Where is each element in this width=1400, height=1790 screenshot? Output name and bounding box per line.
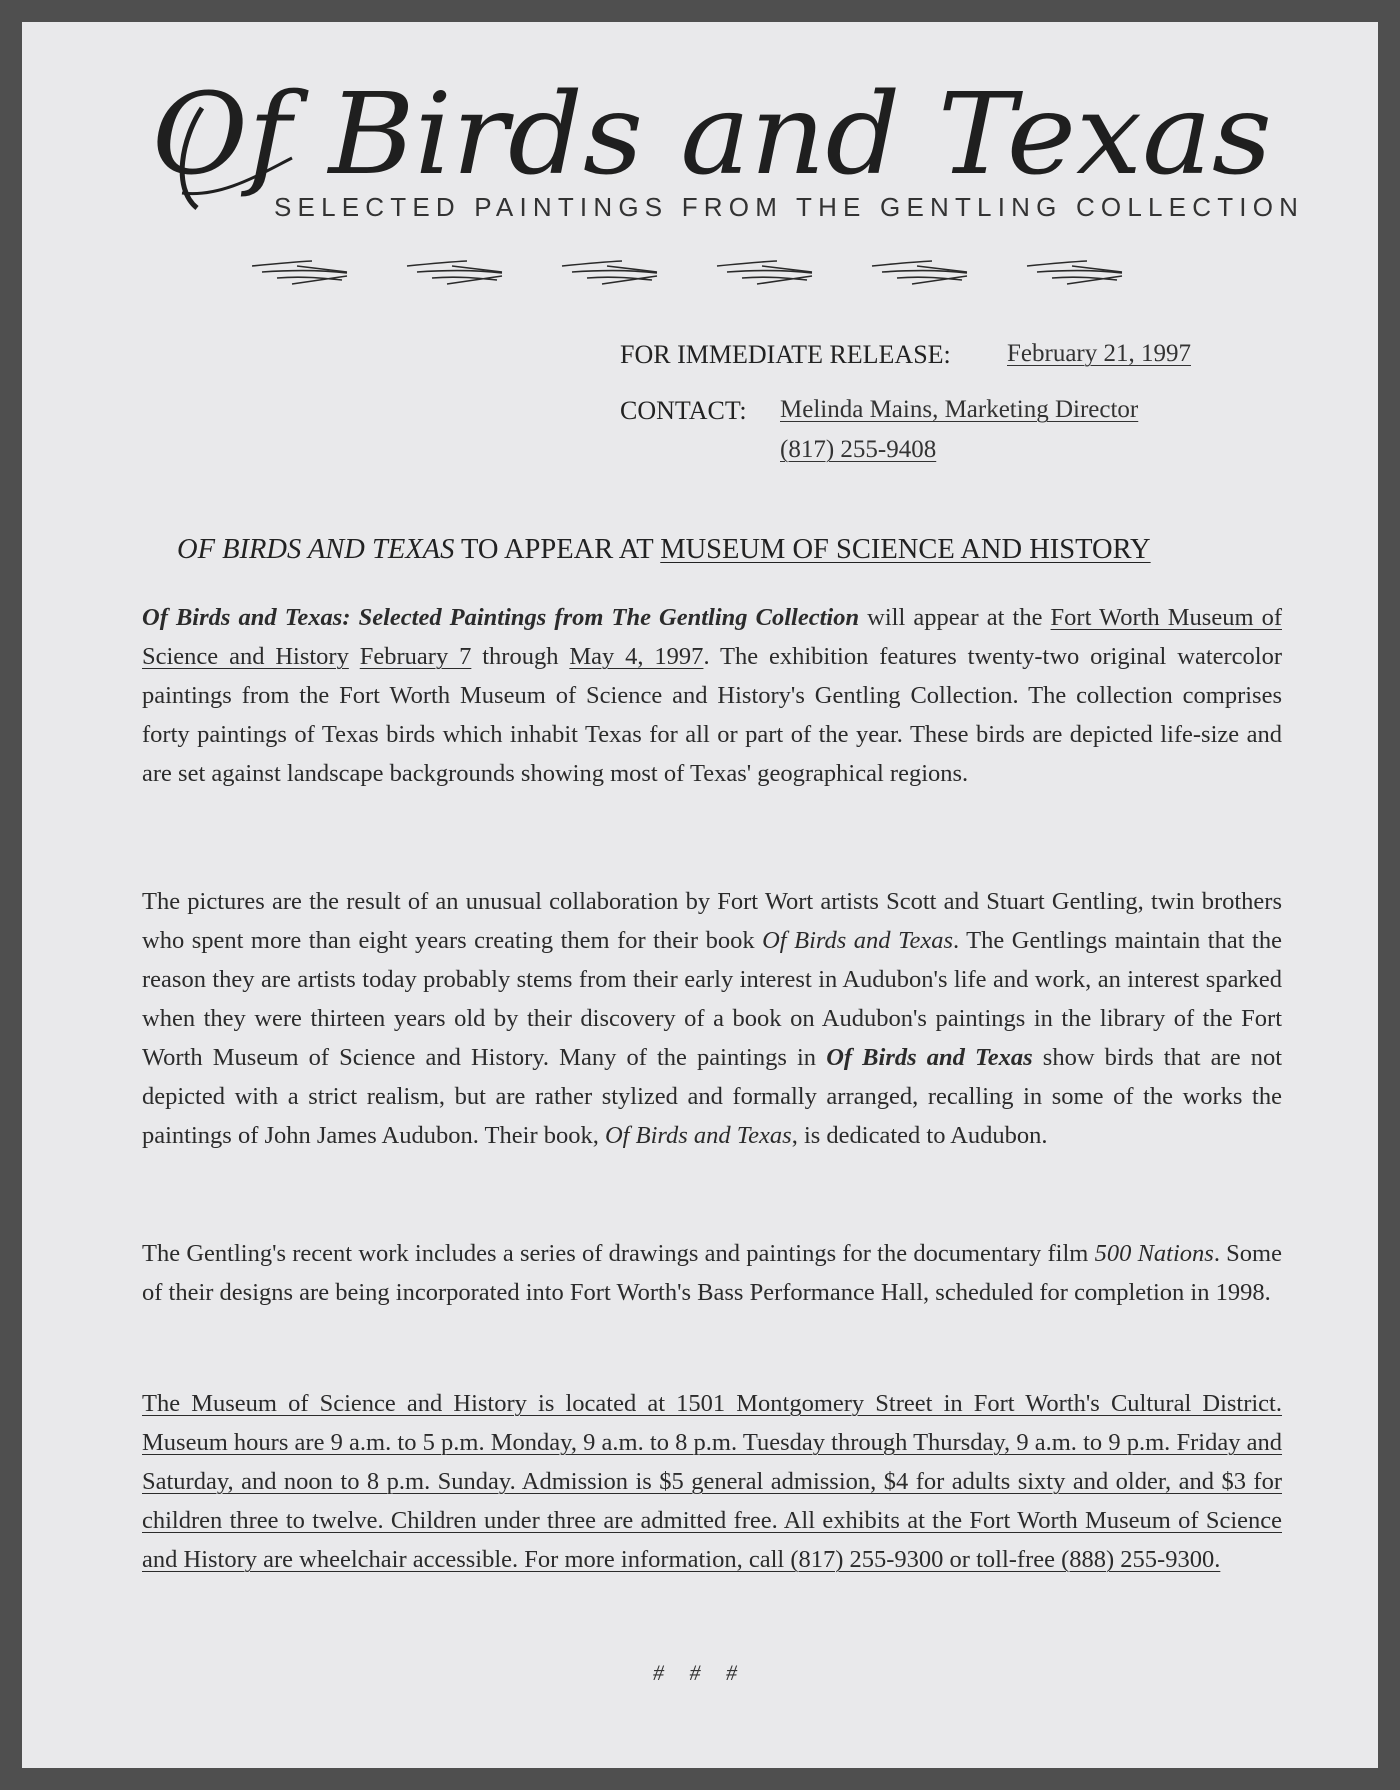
- p2-text-2: . The Gentlings maintain that the reason they are artists today probably stems from their early interest in Audubon's life and work, an interest sparked when they were thirteen years old by their discovery of a book on Audubon's paintings in the library of the Fort Worth Museum of Science and History. Many of the paintings in: [142, 927, 1282, 1071]
- letterhead-subtitle: SELECTED PAINTINGS FROM THE GENTLING COLLECTION: [274, 192, 1305, 222]
- headline-venue: MUSEUM OF SCIENCE AND HISTORY: [660, 534, 1151, 565]
- end-mark: # # #: [653, 1660, 747, 1685]
- p2-text-1: The pictures are the result of an unusual collaboration by Fort Wort artists Scott and Stuart Gentling, twin brothers who spent more than eight years creating them for their book: [142, 888, 1282, 954]
- p1-text-2: [349, 643, 360, 670]
- contact-label: CONTACT:: [620, 396, 747, 425]
- script-title-text: Of Birds and Texas: [152, 78, 1272, 200]
- paragraph-4-museum-info: The Museum of Science and History is located at 1501 Montgomery Street in Fort Worth's Cultural District. Museum hours are 9 a.m. to 5 p.m. Monday, 9 a.m. to 8 p.m. Tuesday through Thursday, 9 a.m. to 9 p.m. Friday and Saturday, and noon to 8 p.m. Sunday. Admission is $5 general admission, $4 for adults sixty and older, and $3 for children three to twelve. Children under three are admitted free. All exhibits at the Fort Worth Museum of Science and History are wheelchair accessible. For more information, call (817) 255-9300 or toll-free (888) 255-9300.: [142, 1390, 1282, 1573]
- p2-text-4: , is dedicated to Audubon.: [791, 1122, 1048, 1149]
- p2-text-3: show birds that are not depicted with a strict realism, but are rather stylized and formally arranged, recalling in some of the works the paintings of John James Audubon. Their book,: [142, 1044, 1283, 1149]
- exhibition-title: Of Birds and Texas: Selected Paintings from The Gentling Collection: [142, 604, 860, 631]
- headline: [177, 534, 1237, 566]
- p1-text-1: will appear at the: [859, 604, 1051, 631]
- film-title: 500 Nations: [1094, 1240, 1214, 1267]
- headline-middle: TO APPEAR AT: [454, 534, 661, 565]
- book-title-1: Of Birds and Texas: [762, 927, 953, 954]
- p1-text-4: . The exhibition features twenty-two original watercolor paintings from the Fort Worth Museum of Science and History's Gentling Collection. The collection comprises forty paintings of Texas birds which inhabit Texas for all or part of the year. These birds are depicted life-size and are set against landscape backgrounds showing most of Texas' geographical regions.: [142, 643, 1282, 787]
- contact-phone: (817) 255-9408: [780, 436, 937, 463]
- quill-icon: [252, 261, 347, 284]
- start-date: February 7: [359, 643, 472, 670]
- paragraph-1: [142, 598, 1282, 793]
- paragraph-3: [142, 1234, 1282, 1312]
- book-title-3: Of Birds and Texas: [604, 1122, 792, 1149]
- contact-name: Melinda Mains, Marketing Director: [780, 396, 1139, 423]
- release-date: February 21, 1997: [1007, 340, 1191, 367]
- museum-name: Fort Worth Museum of Science and History: [142, 604, 1282, 670]
- headline-title: OF BIRDS AND TEXAS: [177, 534, 455, 565]
- p3-text-1: The Gentling's recent work includes a series of drawings and paintings for the documentary film: [142, 1240, 1095, 1267]
- quill-ornament-row: [252, 258, 1182, 298]
- quill-ornaments: [252, 258, 1182, 298]
- document-page: [22, 22, 1378, 1768]
- paragraph-2: [142, 882, 1282, 1155]
- book-title-2: Of Birds and Texas: [826, 1044, 1033, 1071]
- end-date: May 4, 1997: [569, 643, 704, 670]
- p1-text-3: through: [471, 643, 570, 670]
- p3-text-2: . Some of their designs are being incorporated into Fort Worth's Bass Performance Hall, scheduled for completion in 1998.: [142, 1240, 1282, 1306]
- release-label: FOR IMMEDIATE RELEASE:: [620, 340, 951, 369]
